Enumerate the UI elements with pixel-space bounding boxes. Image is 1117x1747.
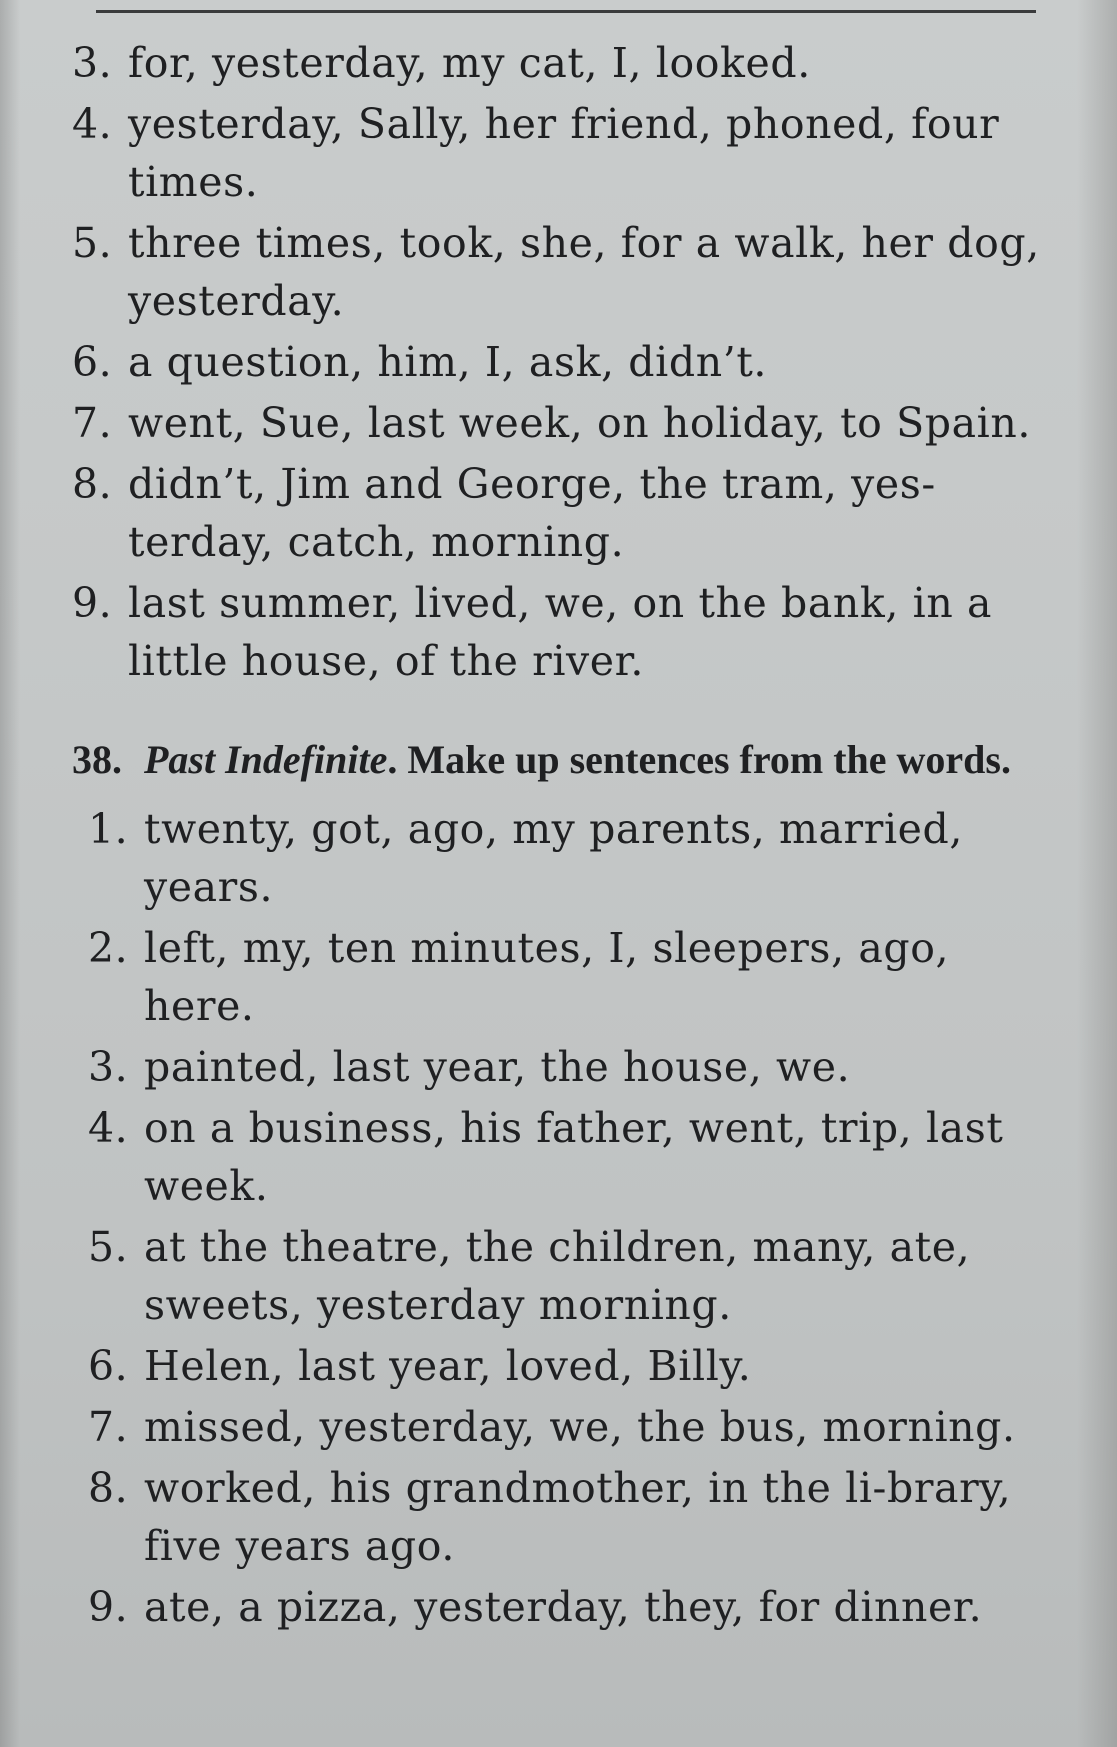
item-number: 5.	[88, 1223, 129, 1271]
page-shadow-right	[1077, 0, 1117, 1747]
list-item	[72, 394, 1057, 452]
list-item	[72, 574, 1057, 690]
page-shadow-left	[0, 0, 20, 1747]
item-number: 8.	[88, 1464, 129, 1512]
item-text: for, yesterday, my cat, I, looked.	[128, 39, 811, 87]
item-text: didn’t, Jim and George, the tram, yes-terday, catch, morning.	[128, 460, 936, 566]
list-item	[88, 1099, 1057, 1215]
item-number: 3.	[88, 1043, 129, 1091]
item-number: 1.	[88, 805, 129, 853]
list-item	[72, 214, 1057, 330]
continued-sentence-list	[72, 34, 1057, 690]
item-number: 5.	[72, 219, 113, 267]
item-text: worked, his grandmother, in the li-brary, five years ago.	[144, 1464, 1012, 1570]
item-number: 6.	[72, 338, 113, 386]
item-text: ate, a pizza, yesterday, they, for dinner.	[144, 1583, 983, 1631]
item-text: Helen, last year, loved, Billy.	[144, 1342, 752, 1390]
item-number: 4.	[72, 100, 113, 148]
item-text: went, Sue, last week, on holiday, to Spain.	[128, 399, 1031, 447]
item-text: a question, him, I, ask, didn’t.	[128, 338, 768, 386]
list-item	[72, 333, 1057, 391]
list-item	[72, 455, 1057, 571]
list-item	[88, 1578, 1057, 1636]
exercise-38	[72, 730, 1057, 1636]
list-item	[88, 919, 1057, 1035]
item-number: 7.	[72, 399, 113, 447]
item-number: 9.	[88, 1583, 129, 1631]
list-item	[88, 800, 1057, 916]
item-text: last summer, lived, we, on the bank, in a little house, of the river.	[128, 579, 993, 685]
item-number: 9.	[72, 579, 113, 627]
item-number: 6.	[88, 1342, 129, 1390]
exercise-instruction-line	[144, 730, 1057, 790]
list-item	[88, 1398, 1057, 1456]
item-text: painted, last year, the house, we.	[144, 1043, 851, 1091]
item-number: 4.	[88, 1104, 129, 1152]
exercise-number: 38.	[72, 737, 122, 782]
item-text: left, my, ten minutes, I, sleepers, ago, here.	[144, 924, 950, 1030]
item-text: yesterday, Sally, her friend, phoned, four times.	[128, 100, 1000, 206]
exercise-instruction: . Make up sentences from the words.	[387, 737, 1011, 782]
item-number: 3.	[72, 39, 113, 87]
item-text: at the theatre, the children, many, ate, sweets, yesterday morning.	[144, 1223, 971, 1329]
exercise-heading	[72, 730, 1057, 790]
item-text: missed, yesterday, we, the bus, morning.	[144, 1403, 1016, 1451]
list-item	[88, 1459, 1057, 1575]
list-item	[88, 1337, 1057, 1395]
item-number: 2.	[88, 924, 129, 972]
top-rule	[96, 10, 1036, 13]
item-number: 7.	[88, 1403, 129, 1451]
item-number: 8.	[72, 460, 113, 508]
list-item	[72, 34, 1057, 92]
exercise-title: Past Indefinite	[144, 737, 388, 782]
item-text: on a business, his father, went, trip, last week.	[144, 1104, 1004, 1210]
list-item	[72, 95, 1057, 211]
exercise-sentence-list	[88, 800, 1057, 1636]
item-text: three times, took, she, for a walk, her dog, yesterday.	[128, 219, 1040, 325]
list-item	[88, 1218, 1057, 1334]
list-item	[88, 1038, 1057, 1096]
item-text: twenty, got, ago, my parents, married, years.	[144, 805, 963, 911]
